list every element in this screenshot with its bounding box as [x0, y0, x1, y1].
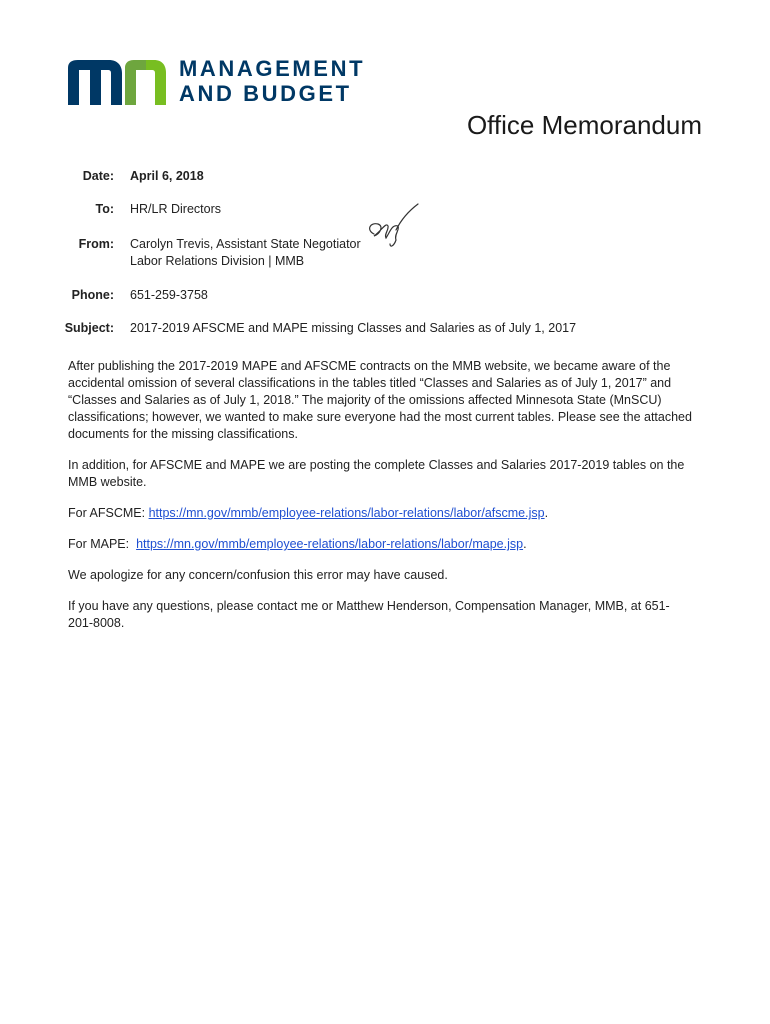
afscme-suffix: .: [544, 506, 549, 520]
mape-link[interactable]: https://mn.gov/mmb/employee-relations/labor-relations/labor/mape.jsp: [136, 537, 524, 551]
mn-logo-icon: [66, 58, 168, 106]
mape-suffix: .: [523, 537, 527, 551]
subject-label: Subject:: [64, 321, 114, 335]
mape-link-paragraph: [68, 536, 693, 553]
document-title: Office Memorandum: [466, 110, 702, 140]
from-value-line-1: Carolyn Trevis, Assistant State Negotiator: [130, 237, 361, 251]
logo-line-1: MANAGEMENT: [179, 56, 366, 81]
from-label: From:: [78, 237, 114, 251]
logo-wordmark: [179, 56, 365, 106]
from-value-line-2: Labor Relations Division | MMB: [130, 254, 305, 268]
date-label: Date:: [82, 169, 114, 183]
logo-line-2: AND BUDGET: [179, 81, 352, 106]
afscme-prefix: For AFSCME:: [68, 506, 149, 520]
to-value: HR/LR Directors: [130, 202, 221, 216]
afscme-link-paragraph: [68, 505, 693, 522]
to-label: To:: [95, 202, 114, 216]
mape-prefix: For MAPE:: [68, 537, 137, 551]
body-paragraph-1: After publishing the 2017-2019 MAPE and AFSCME contracts on the MMB website, we became aware of the accidental omission of several classifications in the tables titled “Classes and Salaries as of July 1, 2017” and “Classes and Salaries as of July 1, 2018.” The majority of the omissions affected Minnesota State (MnSCU) classifications; however, we wanted to make sure everyone had the most current tables. Please see the attached documents for the missing classifications.: [68, 359, 692, 441]
signature-initials: [364, 200, 422, 250]
date-value: April 6, 2018: [130, 169, 204, 183]
phone-label: Phone:: [71, 288, 114, 302]
phone-value: 651-259-3758: [130, 288, 208, 302]
mmb-logo: [66, 56, 386, 108]
subject-value: 2017-2019 AFSCME and MAPE missing Classes and Salaries as of July 1, 2017: [130, 321, 577, 335]
body-paragraph-2: In addition, for AFSCME and MAPE we are posting the complete Classes and Salaries 2017-2019 tables on the MMB website.: [68, 458, 685, 489]
apology-paragraph: We apologize for any concern/confusion this error may have caused.: [68, 568, 448, 582]
memo-body: [68, 358, 693, 646]
afscme-link[interactable]: https://mn.gov/mmb/employee-relations/labor-relations/labor/afscme.jsp: [148, 506, 545, 520]
questions-paragraph: If you have any questions, please contact me or Matthew Henderson, Compensation Manager, MMB, at 651-201-8008.: [68, 599, 670, 630]
